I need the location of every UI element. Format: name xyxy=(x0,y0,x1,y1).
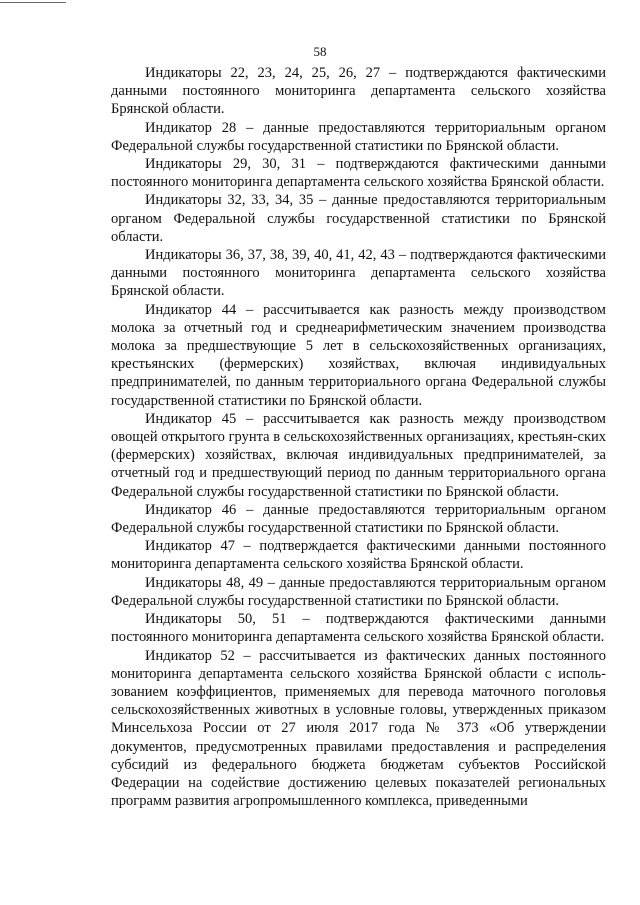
paragraph-indicators-36-43: Индикаторы 36, 37, 38, 39, 40, 41, 42, 43 – подтверждаются фактическими данными постоянного мониторинга департамента сельского хозяйства Брянской области. xyxy=(111,247,606,300)
paragraph-indicators-48-49: Индикаторы 48, 49 – данные предоставляются территориальным органом Федеральной службы государственной статистики по Брянской области. xyxy=(111,574,606,609)
paragraph-indicator-47: Индикатор 47 – подтверждается фактическими данными постоянного мониторинга департамента сельского хозяйства Брянской области. xyxy=(111,538,606,573)
header-rule xyxy=(0,2,66,3)
paragraph-indicator-52: Индикатор 52 – рассчитывается из фактических данных постоянного мониторинга департамента сельского хозяйства Брянской области с исполь-зованием коэффициентов, применяемых для перевода маточного поголовья сельскохозяйственных животных в условные головы, утвержденных приказом Минсельхоза России от 27 июля 2017 года № 373 «Об утверждении документов, предусмотренных правилами предоставления и распределения субсидий из федерального бюджета бюджетам субъектов Российской Федерации на содействие достижению целевых показателей региональных программ развития агропромышленного комплекса, приведенными xyxy=(111,647,606,810)
paragraph-indicators-29-31: Индикаторы 29, 30, 31 – подтверждаются фактическими данными постоянного мониторинга департамента сельского хозяйства Брянской области. xyxy=(111,156,606,191)
page-number: 58 xyxy=(313,44,327,59)
paragraph-indicator-45: Индикатор 45 – рассчитывается как разность между производством овощей открытого грунта в сельскохозяйственных организациях, крестьян-ских (фермерских) хозяйствах, включая индивидуальных предпринимателей, за отчетный год и предшествующий период по данным территориального органа Федеральной службы государственной статистики по Брянской области. xyxy=(111,410,606,500)
paragraph-indicator-28: Индикатор 28 – данные предоставляются территориальным органом Федеральной службы государственной статистики по Брянской области. xyxy=(111,119,606,154)
paragraph-indicators-32-35: Индикаторы 32, 33, 34, 35 – данные предоставляются территориальным органом Федеральной службы государственной статистики по Брянской области. xyxy=(111,192,606,245)
document-body xyxy=(111,64,606,810)
paragraph-indicators-22-27: Индикаторы 22, 23, 24, 25, 26, 27 – подтверждаются фактическими данными постоянного мониторинга департамента сельского хозяйства Брянской области. xyxy=(111,65,606,118)
paragraph-indicator-46: Индикатор 46 – данные предоставляются территориальным органом Федеральной службы государственной статистики по Брянской области. xyxy=(111,501,606,537)
paragraph-indicator-44: Индикатор 44 – рассчитывается как разность между производством молока за отчетный год и среднеарифметическим значением производства молока за предшествующие 5 лет в сельскохозяйственных организациях, крестьянских (фермерских) хозяйствах, включая индивидуальных предпринимателей, по данным территориального органа Федеральной службы государственной статистики по Брянской области. xyxy=(111,301,606,409)
paragraph-indicators-50-51: Индикаторы 50, 51 – подтверждаются фактическими данными постоянного мониторинга департамента сельского хозяйства Брянской области. xyxy=(111,611,606,646)
